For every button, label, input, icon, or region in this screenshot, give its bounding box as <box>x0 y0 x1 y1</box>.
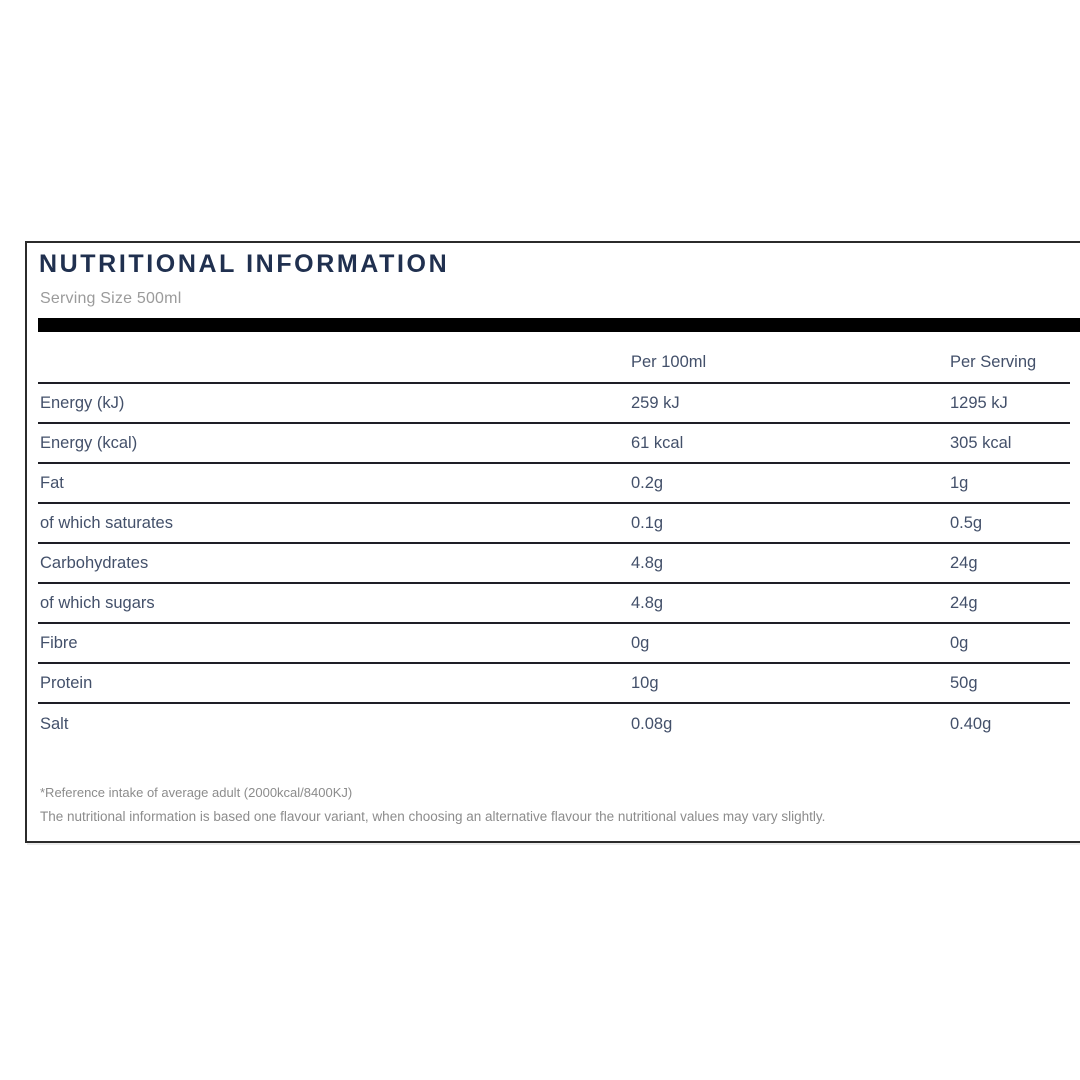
row-value-per-serving: 1295 kJ <box>950 393 1008 412</box>
row-value-per-serving: 50g <box>950 673 978 692</box>
table-header-row <box>38 332 1070 384</box>
table-row <box>38 544 1070 584</box>
card-title: NUTRITIONAL INFORMATION <box>39 250 450 278</box>
table-row <box>38 384 1070 424</box>
serving-size-text: Serving Size 500ml <box>40 290 182 307</box>
row-label: Carbohydrates <box>40 553 149 572</box>
row-value-per-100ml: 0.1g <box>631 513 664 532</box>
row-label: of which sugars <box>40 593 155 612</box>
table-row <box>38 624 1070 664</box>
table-row <box>38 704 1070 744</box>
row-label: Protein <box>40 673 93 692</box>
column-header-per-serving: Per Serving <box>950 353 1037 371</box>
column-header-per-100ml: Per 100ml <box>631 353 707 371</box>
row-value-per-serving: 305 kcal <box>950 433 1012 452</box>
table-row <box>38 504 1070 544</box>
row-label: of which saturates <box>40 513 173 532</box>
footnote-flavour-variant: The nutritional information is based one flavour variant, when choosing an alternative flavour the nutritional values may vary slightly. <box>40 809 826 824</box>
row-value-per-serving: 0.40g <box>950 714 992 733</box>
row-value-per-serving: 0.5g <box>950 513 983 532</box>
nutrition-table <box>38 332 1070 744</box>
row-value-per-serving: 24g <box>950 553 978 572</box>
row-value-per-100ml: 259 kJ <box>631 393 680 412</box>
row-value-per-100ml: 61 kcal <box>631 433 684 452</box>
row-value-per-serving: 24g <box>950 593 978 612</box>
row-label: Energy (kcal) <box>40 433 138 452</box>
row-label: Salt <box>40 714 69 733</box>
row-label: Fibre <box>40 633 78 652</box>
row-value-per-100ml: 0g <box>631 633 650 652</box>
nutrition-info-card <box>25 241 1080 843</box>
row-label: Energy (kJ) <box>40 393 125 412</box>
footnotes <box>40 785 825 824</box>
row-value-per-100ml: 4.8g <box>631 593 664 612</box>
table-row <box>38 464 1070 504</box>
divider-bar <box>38 318 1080 332</box>
row-label: Fat <box>40 473 64 492</box>
row-value-per-100ml: 0.08g <box>631 714 673 733</box>
table-row <box>38 584 1070 624</box>
row-value-per-100ml: 10g <box>631 673 659 692</box>
table-row <box>38 424 1070 464</box>
table-row <box>38 664 1070 704</box>
column-header-nutrient <box>38 372 629 382</box>
row-value-per-serving: 0g <box>950 633 969 652</box>
table-body <box>38 384 1070 744</box>
row-value-per-100ml: 4.8g <box>631 553 664 572</box>
row-value-per-100ml: 0.2g <box>631 473 664 492</box>
footnote-reference-intake: *Reference intake of average adult (2000kcal/8400KJ) <box>40 785 353 800</box>
row-value-per-serving: 1g <box>950 473 969 492</box>
